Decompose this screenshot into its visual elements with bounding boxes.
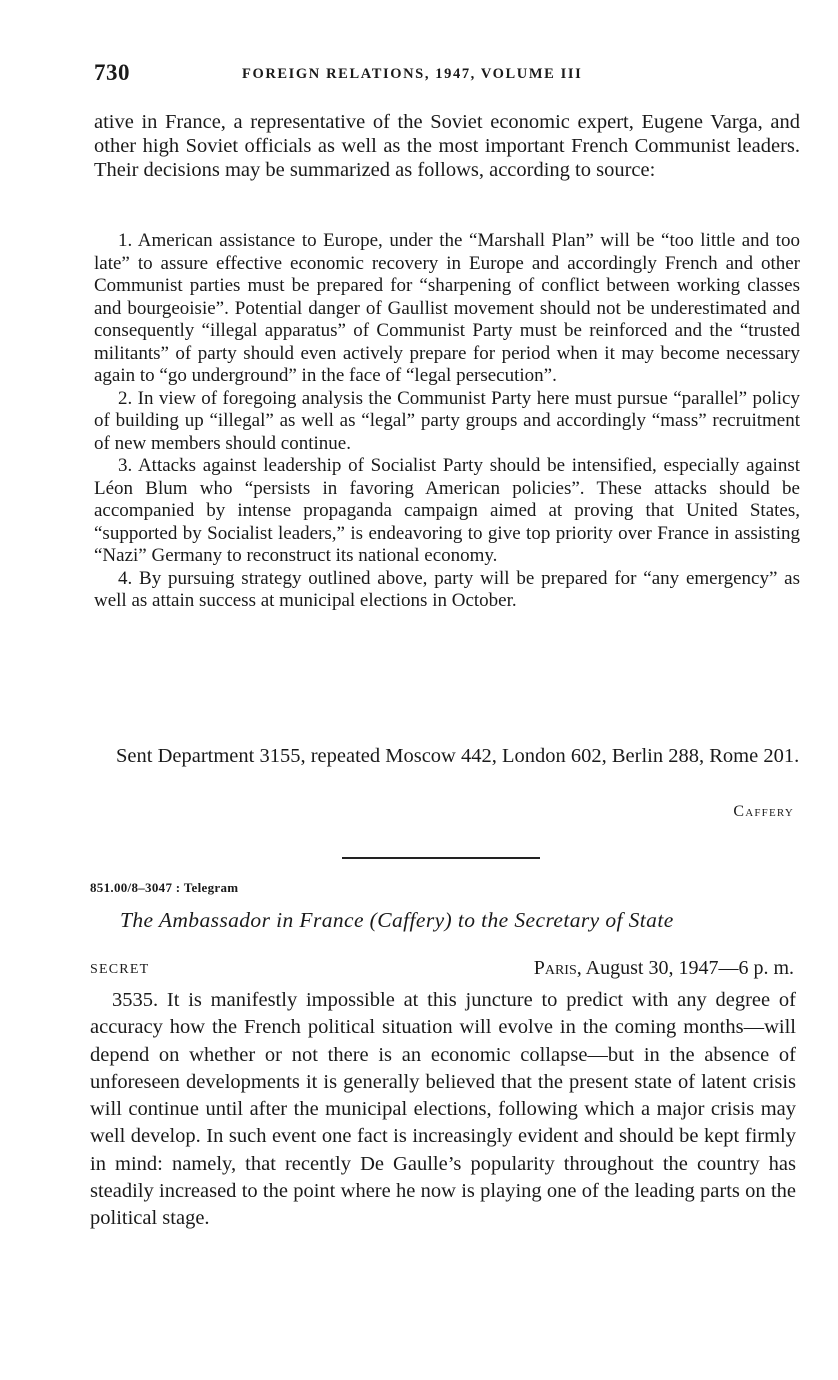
dateline-place: Paris, [533, 957, 582, 979]
classification-label: SECRET [90, 962, 150, 977]
decisions-list [94, 230, 800, 613]
decision-item: 2. In view of foregoing analysis the Communist Party here must pursue “parallel” policy of building up “illegal” as well as “legal” party groups and accordingly “mass” recruitment of new members should continue. [94, 387, 800, 454]
telegram-body: 3535. It is manifestly impossible at this juncture to predict with any degree of accuracy how the French political situation will evolve in the coming months—will depend on whether or not there is an economic collapse—but in the absence of unforeseen developments it is generally believed that the present state of latent crisis will continue until after the municipal elections, following which a major crisis may well develop. In such event one fact is increasingly evident and should be kept firmly in mind: namely, that recently De Gaulle’s popularity throughout the country has steadily increased to the point where he now is playing one of the leading parts on the political stage. [90, 989, 796, 1230]
page-number: 730 [94, 60, 130, 85]
continuation-paragraph: ative in France, a representative of the Soviet economic expert, Eugene Varga, and other high Soviet officials as well as the most important French Communist leaders. Their decisions may be summarized as follows, according to source: [94, 111, 800, 181]
decision-item: 4. By pursuing strategy outlined above, party will be prepared for “any emergency” as well as attain success at municipal elections in October. [94, 567, 800, 611]
dateline [534, 957, 794, 980]
dateline-date: August 30, 1947—6 p. m. [585, 957, 794, 979]
section-divider [342, 857, 540, 859]
sent-note: Sent Department 3155, repeated Moscow 442, London 602, Berlin 288, Rome 201. [116, 745, 800, 767]
decision-item: 3. Attacks against leadership of Socialist Party should be intensified, especially against Léon Blum who “persists in favoring American policies”. These attacks should be accompanied by intense propaganda campaign aimed at proving that United States, “supported by Socialist leaders,” is endeavoring to give top priority over France in assisting “Nazi” Germany to reconstruct its national economy. [94, 455, 800, 566]
running-head [94, 60, 800, 92]
decision-item: 1. American assistance to Europe, under the “Marshall Plan” will be “too little and too late” to assure effective economic recovery in Europe and accordingly French and other Communist parties must be prepared for “sharpening of conflict between working classes and bourgeoisie”. Potential danger of Gaullist movement should not be underestimated and consequently “illegal apparatus” of Communist Party must be reinforced and the “trusted militants” of party should even actively prepare for period when it may become necessary again to “go underground” in the face of “legal persecution”. [94, 230, 800, 386]
signature: Caffery [733, 803, 794, 820]
document-title: The Ambassador in France (Caffery) to the Secretary of State [120, 908, 674, 932]
running-title: FOREIGN RELATIONS, 1947, VOLUME III [242, 66, 583, 82]
file-reference: 851.00/8–3047 : Telegram [90, 880, 239, 895]
